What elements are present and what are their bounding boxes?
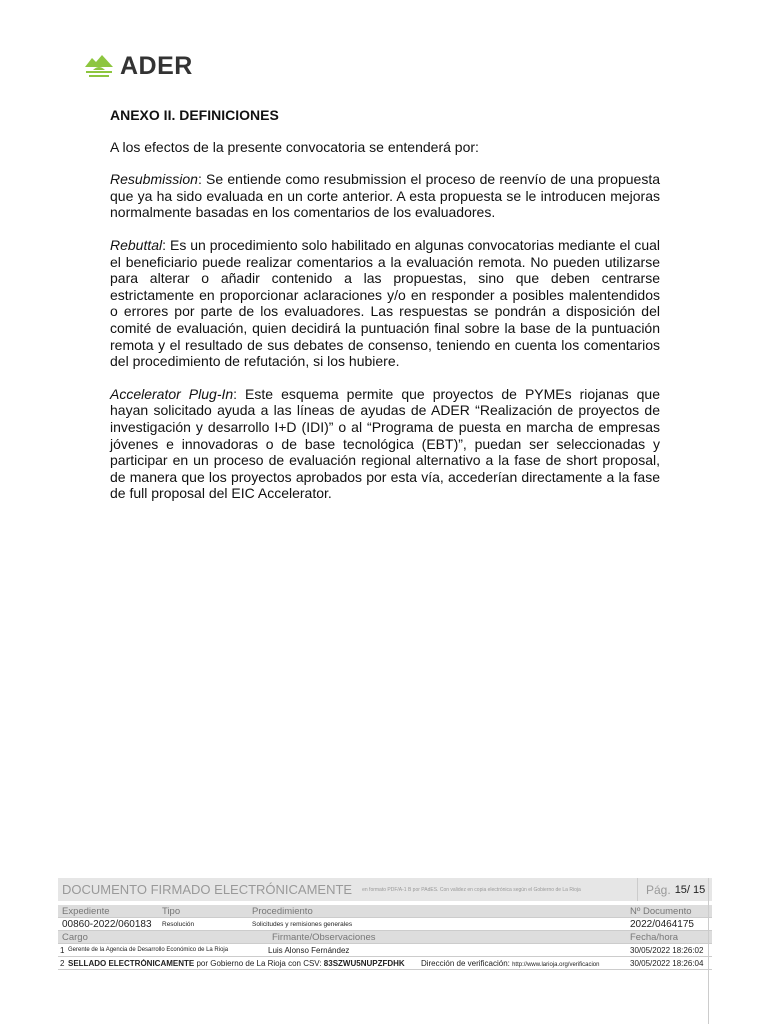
signer-row xyxy=(58,944,712,957)
row-number: 2 xyxy=(60,958,65,968)
definition-rebuttal xyxy=(110,237,660,370)
page-number: 15/ 15 xyxy=(674,883,706,896)
procedimiento-value: Solicitudes y remisiones generales xyxy=(252,920,353,928)
header-tipo: Tipo xyxy=(162,905,181,917)
document-body xyxy=(110,107,660,518)
verification-label: Dirección de verificación: xyxy=(420,958,513,968)
header-row-2 xyxy=(58,931,712,944)
ader-mountain-icon xyxy=(84,53,114,81)
term: Resubmission xyxy=(110,171,198,188)
section-title: ANEXO II. DEFINICIONES xyxy=(110,107,279,123)
seal-text: por Gobierno de La Rioja con CSV: xyxy=(194,958,324,968)
intro-text: A los efectos de la presente convocatoria se entenderá por: xyxy=(110,138,479,155)
expediente-value: 00860-2022/060183 xyxy=(62,918,152,930)
row-number: 1 xyxy=(60,945,65,955)
definition-accelerator xyxy=(110,386,660,502)
ader-logo xyxy=(84,52,193,81)
definition-text: : Es un procedimiento solo habilitado en algunas convocatorias mediante el cual el beneficiario puede realizar comentarios a la evaluación remota. No pueden utilizarse para alterar o añadir contenido a las propuestas, sino que deben centrarse estrictamente en proporcionar aclaraciones y/o en responder a posibles malentendidos o errores por parte de los evaluadores. Las respuestas se pondrán a disposición del comité de evaluación, quien decidirá la puntuación final sobre la base de la puntuación remota y el resultado de sus debates de consenso, teniendo en cuenta los comentarios del procedimiento de refutación, si los hubiere. xyxy=(110,236,660,370)
logo-text: ADER xyxy=(120,52,193,80)
term: Rebuttal xyxy=(110,236,163,253)
header-firmante: Firmante/Observaciones xyxy=(272,931,376,943)
term: Accelerator Plug-In xyxy=(110,385,234,402)
header-fecha: Fecha/hora xyxy=(630,931,679,943)
signature-subheading: en formato PDF/A-1 B por PAdES. Con validez en copia electrónica según el Gobierno de La Rioja xyxy=(362,886,581,893)
page-label: Pág. xyxy=(646,882,671,897)
values-row xyxy=(58,918,712,931)
header-row xyxy=(58,905,712,918)
verification-link[interactable]: http://www.larioja.org/verificacion xyxy=(512,961,600,968)
firmante-value: Luis Alonso Fernández xyxy=(268,945,350,955)
csv-code: 83SZWU5NUPZFDHK xyxy=(323,958,405,968)
signature-header xyxy=(58,878,712,901)
header-procedimiento: Procedimiento xyxy=(252,905,313,917)
signature-heading: DOCUMENTO FIRMADO ELECTRÓNICAMENTE xyxy=(62,882,353,897)
header-cargo: Cargo xyxy=(62,931,88,943)
definition-resubmission xyxy=(110,171,660,221)
tipo-value: Resolución xyxy=(162,920,195,928)
fecha-value: 30/05/2022 18:26:04 xyxy=(630,958,704,968)
definition-text: : Este esquema permite que proyectos de PYMEs riojanas que hayan solicitado ayuda a las líneas de ayudas de ADER “Realización de proyectos de investigación y desarrollo I+D (IDI)” o al “Programa de puesta en marcha de empresas jóvenes e innovadoras o de base tecnológica (EBT)”, puedan ser seleccionadas y participar en un proceso de evaluación regional alternativo a la fase de short proposal, de manera que los proyectos aprobados por esta vía, accederían directamente a la fase de full proposal del EIC Accelerator. xyxy=(110,385,661,502)
header-expediente: Expediente xyxy=(62,905,110,917)
definition-text: : Se entiende como resubmission el proceso de reenvío de una propuesta que ya ha sido evaluada en un corte anterior. A esta propuesta se le introducen mejoras normalmente basadas en los comentarios de los evaluadores. xyxy=(110,171,660,221)
seal-row xyxy=(58,957,712,970)
seal-label: SELLADO ELECTRÓNICAMENTE xyxy=(68,958,195,968)
cargo-value: Gerente de la Agencia de Desarrollo Económico de La Rioja xyxy=(68,947,229,953)
documento-value: 2022/0464175 xyxy=(630,918,694,930)
margin-line xyxy=(708,878,709,1024)
signature-block xyxy=(58,878,712,970)
fecha-value: 30/05/2022 18:26:02 xyxy=(630,945,704,955)
header-documento: Nº Documento xyxy=(630,905,692,917)
